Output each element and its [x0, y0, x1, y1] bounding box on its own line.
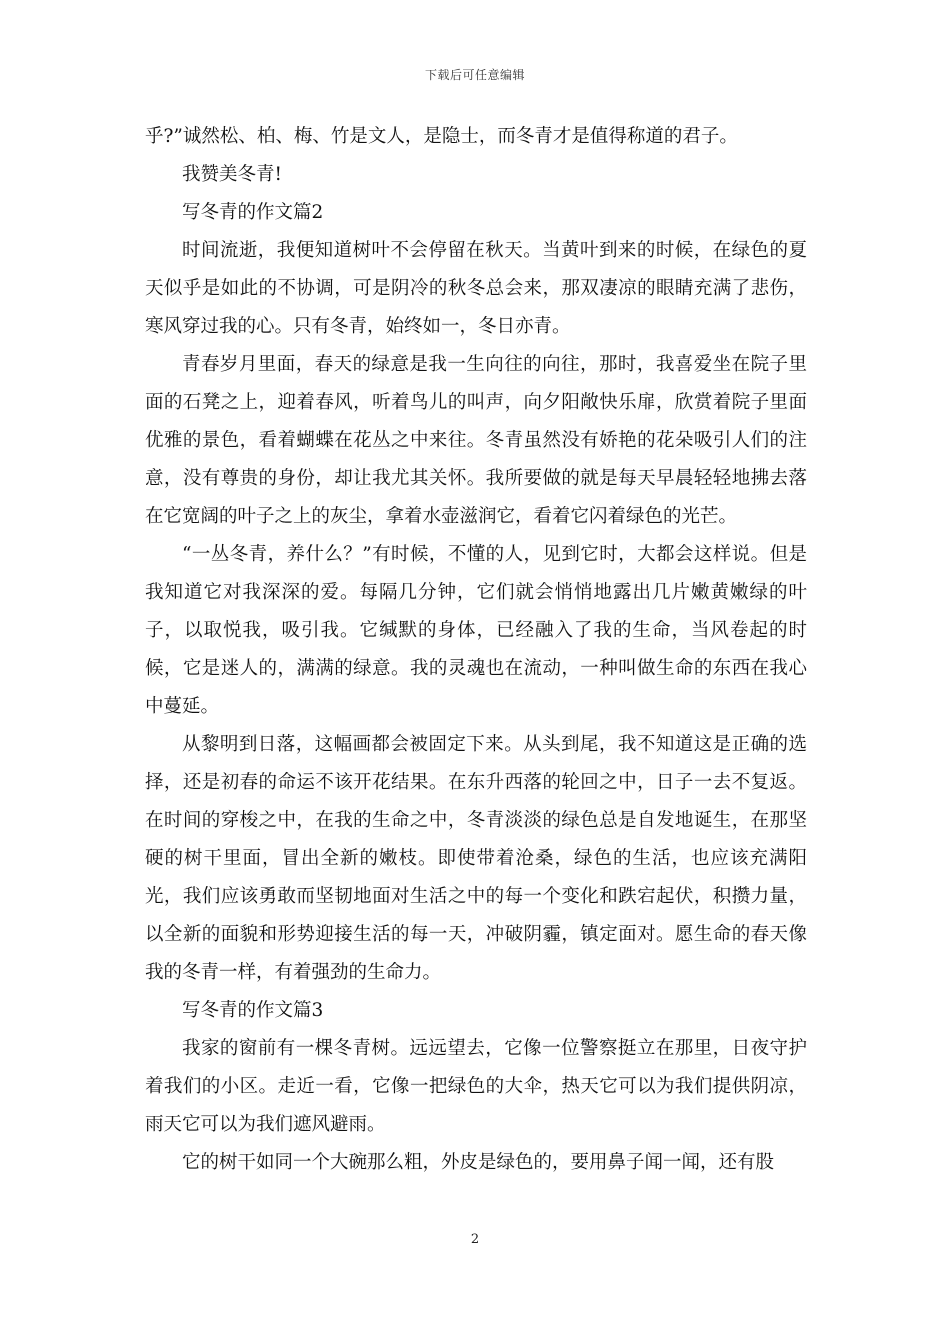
section-heading: 写冬青的作文篇3	[182, 1000, 324, 1021]
paragraph: 青春岁月里面，春天的绿意是我一生向往的向往，那时，我喜爱坐在院子里面的石凳之上，迎着春风，听着鸟儿的叫声，向夕阳敞快乐扉，欣赏着院子里面优雅的景色，看着蝴蝶在花丛之中来往。冬青虽然没有娇艳的花朵吸引人们的注意，没有尊贵的身份，却让我尤其关怀。我所要做的就是每天早晨轻轻地拂去落在它宽阔的叶子之上的灰尘，拿着水壶滋润它，看着它闪着绿色的光芒。	[145, 354, 807, 527]
page-number: 2	[470, 1232, 480, 1247]
section-heading: 写冬青的作文篇2	[182, 202, 324, 223]
paragraph: 从黎明到日落，这幅画都会被固定下来。从头到尾，我不知道这是正确的选择，还是初春的命运不该开花结果。在东升西落的轮回之中，日子一去不复返。在时间的穿梭之中，在我的生命之中，冬青淡淡的绿色总是自发地诞生，在那坚硬的树干里面，冒出全新的嫩枝。即使带着沧桑，绿色的生活，也应该充满阳光，我们应该勇敢而坚韧地面对生活之中的每一个变化和跌宕起伏，积攒力量，以全新的面貌和形势迎接生活的每一天，冲破阴霾，镇定面对。愿生命的春天像我的冬青一样，有着强劲的生命力。	[145, 734, 807, 983]
document-body	[145, 118, 807, 1182]
paragraph: 它的树干如同一个大碗那么粗，外皮是绿色的，要用鼻子闻一闻，还有股	[182, 1152, 775, 1173]
page-header: 下载后可任意编辑	[424, 68, 525, 82]
paragraph: 时间流逝，我便知道树叶不会停留在秋天。当黄叶到来的时候，在绿色的夏天似乎是如此的不协调，可是阴冷的秋冬总会来，那双凄凉的眼睛充满了悲伤，寒风穿过我的心。只有冬青，始终如一，冬日亦青。	[145, 240, 807, 337]
paragraph: 我赞美冬青!	[182, 164, 282, 185]
paragraph: 乎?”诚然松、柏、梅、竹是文人，是隐士，而冬青才是值得称道的君子。	[145, 126, 738, 147]
paragraph: 我家的窗前有一棵冬青树。远远望去，它像一位警察挺立在那里，日夜守护着我们的小区。走近一看，它像一把绿色的大伞，热天它可以为我们提供阴凉，雨天它可以为我们遮风避雨。	[145, 1038, 807, 1135]
paragraph: “一丛冬青，养什么？”有时候，不懂的人，见到它时，大都会这样说。但是我知道它对我深深的爱。每隔几分钟，它们就会悄悄地露出几片嫩黄嫩绿的叶子，以取悦我，吸引我。它缄默的身体，已经融入了我的生命，当风卷起的时候，它是迷人的，满满的绿意。我的灵魂也在流动，一种叫做生命的东西在我心中蔓延。	[145, 544, 807, 717]
